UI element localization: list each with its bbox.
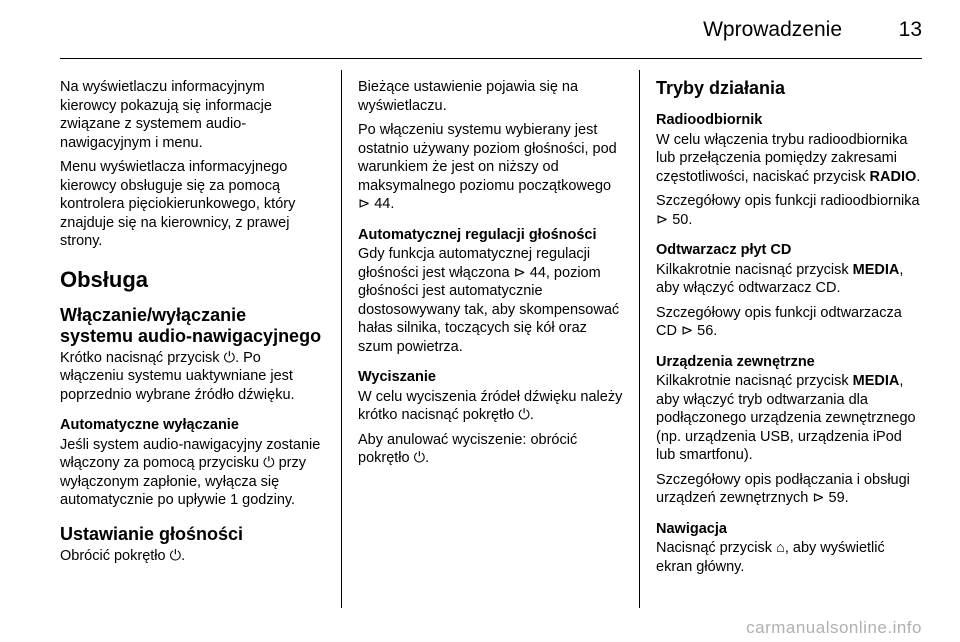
column-1 — [60, 78, 322, 571]
page-reference-icon: ⊳ — [680, 323, 694, 339]
paragraph: Krótko nacisnąć przycisk ⏻. Po włączeniu systemu uaktywniane jest poprzednio wybrane źródło dźwięku. — [60, 349, 295, 403]
watermark: carmanualsonline.info — [746, 618, 922, 637]
power-knob-icon: ⏻ — [263, 455, 275, 471]
section-heading: Tryby działania — [656, 78, 786, 98]
paragraph: W celu wyciszenia źródeł dźwięku należy krótko nacisnąć pokrętło ⏻. — [358, 388, 623, 423]
paragraph: Gdy funkcja automatycznej regulacji głośności jest włączona ⊳ 44, poziom głośności jest automatycznie dostosowywany tak, aby skompensować hałas silnika, toczących się kół oraz szum powietrza. — [358, 246, 620, 355]
subheading: Urządzenia zewnętrzne — [656, 353, 815, 370]
power-knob-icon: ⏻ — [169, 547, 182, 564]
page-reference-icon: ⊳ — [656, 211, 669, 228]
header-rule — [60, 58, 922, 59]
subsection-heading: Włączanie/wyłączanie systemu audio-nawigacyjnego — [60, 304, 322, 346]
media-button-label: MEDIA — [852, 261, 900, 278]
page-header — [0, 0, 960, 58]
column-divider — [341, 70, 342, 608]
radio-button-label: RADIO — [869, 168, 917, 185]
paragraph: Szczegółowy opis funkcji radioodbiornika ⊳ 50. — [656, 193, 920, 228]
paragraph: Bieżące ustawienie pojawia się na wyświetlaczu. — [358, 79, 579, 114]
paragraph: Nacisnąć przycisk ⌂, aby wyświetlić ekran główny. — [656, 540, 885, 575]
paragraph: Szczegółowy opis podłączania i obsługi urządzeń zewnętrznych ⊳ 59. — [656, 471, 910, 506]
paragraph: Szczegółowy opis funkcji odtwarzacza CD ⊳ 56. — [656, 304, 902, 339]
paragraph: Aby anulować wyciszenie: obrócić pokrętło ⏻. — [358, 431, 578, 466]
subheading: Nawigacja — [656, 520, 727, 537]
subheading: Automatycznej regulacji głośności — [358, 226, 597, 243]
page-reference-icon: ⊳ — [513, 264, 526, 281]
page-title: Wprowadzenie — [703, 18, 842, 41]
subsection-heading: Ustawianie głośności — [60, 523, 244, 544]
paragraph: Kilkakrotnie nacisnąć przycisk MEDIA, aby włączyć odtwarzacz CD. — [656, 261, 904, 296]
subheading: Odtwarzacz płyt CD — [656, 242, 792, 258]
section-heading: Obsługa — [60, 266, 149, 292]
home-icon: ⌂ — [776, 540, 785, 556]
paragraph: Po włączeniu systemu wybierany jest ostatnio używany poziom głośności, pod warunkiem że jest on niższy od maksymalnego poziomu początkowego ⊳ 44. — [358, 122, 617, 212]
column-2 — [358, 78, 624, 474]
subheading: Wyciszanie — [358, 369, 436, 385]
paragraph: W celu włączenia trybu radioodbiornika lub przełączenia pomiędzy zakresami częstotliwości, naciskać przycisk RADIO. — [656, 131, 921, 185]
page-number: 13 — [898, 18, 922, 41]
paragraph: Na wyświetlaczu informacyjnym kierowcy pokazują się informacje związane z systemem audio-nawigacyjnym i menu. — [60, 79, 272, 151]
column-divider — [639, 70, 640, 608]
subheading: Radioodbiornik — [656, 112, 763, 128]
page-reference-icon: ⊳ — [358, 196, 371, 212]
media-button-label: MEDIA — [852, 373, 900, 389]
paragraph: Jeśli system audio-nawigacyjny zostanie włączony za pomocą przycisku ⏻ przy wyłączonym zapłonie, wyłącza się automatycznie po upływie 1 godziny. — [60, 436, 321, 508]
power-knob-icon: ⏻ — [223, 349, 236, 366]
paragraph: Menu wyświetlacza informacyjnego kierowcy obsługuje się za pomocą kontrolera pięciokierunkowego, który znajduje się na kierownicy, z prawej strony. — [60, 159, 296, 249]
subheading: Automatyczne wyłączanie — [60, 417, 239, 433]
paragraph: Kilkakrotnie nacisnąć przycisk MEDIA, aby włączyć tryb odtwarzania dla podłączonego urządzenia zewnętrznego (np. urządzenia USB, urządzenia iPod lub smartfonu). — [656, 373, 916, 463]
power-knob-icon: ⏻ — [518, 407, 530, 423]
column-3 — [656, 78, 924, 582]
power-knob-icon: ⏻ — [413, 450, 426, 466]
paragraph: Obrócić pokrętło ⏻. — [60, 547, 186, 564]
page-reference-icon: ⊳ — [812, 490, 825, 506]
